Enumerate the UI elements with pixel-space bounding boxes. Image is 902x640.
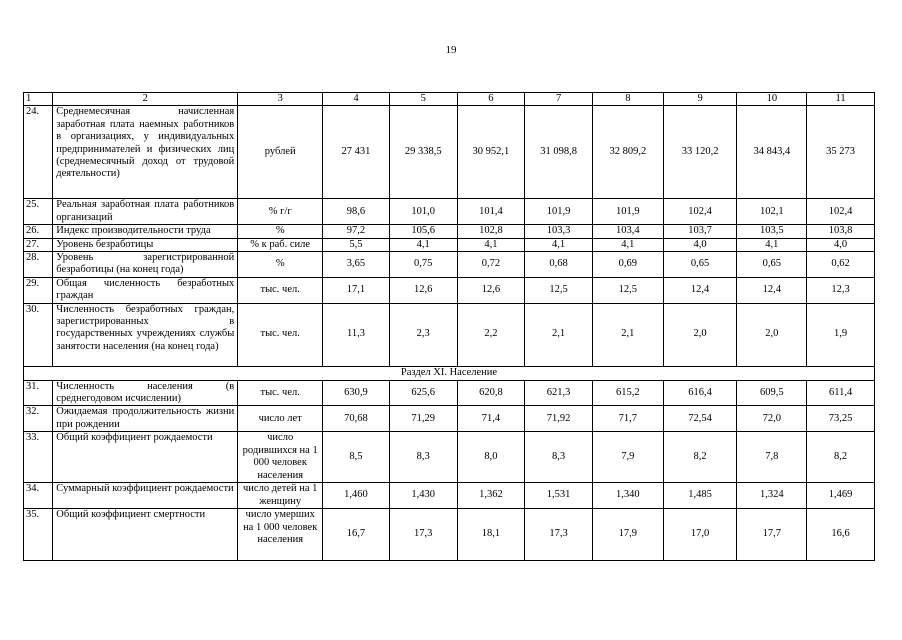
value-cell: 102,1 [737, 199, 807, 225]
value-cell: 27 431 [323, 106, 390, 199]
indicator-name: Среднемесячная начисленная заработная плата наемных работников в организациях, у индивидуальных предпринимателей и физических лиц (среднемесячный доход от трудовой деятельности) [53, 106, 238, 199]
table-row [24, 406, 875, 432]
value-cell: 16,7 [323, 509, 390, 561]
indicator-name: Реальная заработная плата работников организаций [53, 199, 238, 225]
indicator-name: Суммарный коэффициент рождаемости [53, 483, 238, 509]
row-number: 32. [24, 406, 53, 432]
value-cell: 12,4 [737, 277, 807, 303]
value-cell: 101,9 [592, 199, 663, 225]
header-row [24, 93, 875, 106]
value-cell: 1,531 [525, 483, 593, 509]
column-header: 2 [53, 93, 238, 106]
value-cell: 1,485 [663, 483, 737, 509]
value-cell: 73,25 [807, 406, 875, 432]
unit-cell: число родившихся на 1 000 человек населения [238, 432, 323, 483]
row-number: 24. [24, 106, 53, 199]
value-cell: 4,0 [807, 238, 875, 251]
value-cell: 1,324 [737, 483, 807, 509]
value-cell: 16,6 [807, 509, 875, 561]
value-cell: 101,0 [389, 199, 457, 225]
value-cell: 71,4 [457, 406, 525, 432]
page-number: 19 [445, 44, 457, 56]
unit-cell: % к раб. силе [238, 238, 323, 251]
value-cell: 105,6 [389, 225, 457, 238]
value-cell: 12,5 [525, 277, 593, 303]
table-body [24, 93, 875, 561]
indicator-name: Общий коэффициент рождаемости [53, 432, 238, 483]
value-cell: 17,1 [323, 277, 390, 303]
table-row [24, 277, 875, 303]
value-cell: 1,340 [592, 483, 663, 509]
row-number: 26. [24, 225, 53, 238]
unit-cell: число детей на 1 женщину [238, 483, 323, 509]
value-cell: 4,1 [592, 238, 663, 251]
value-cell: 35 273 [807, 106, 875, 199]
column-header: 5 [389, 93, 457, 106]
value-cell: 621,3 [525, 380, 593, 406]
value-cell: 8,2 [663, 432, 737, 483]
value-cell: 4,1 [525, 238, 593, 251]
value-cell: 1,469 [807, 483, 875, 509]
row-number: 30. [24, 303, 53, 366]
value-cell: 615,2 [592, 380, 663, 406]
table-row [24, 199, 875, 225]
unit-cell: число умерших на 1 000 человек населения [238, 509, 323, 561]
value-cell: 4,1 [737, 238, 807, 251]
row-number: 35. [24, 509, 53, 561]
row-number: 31. [24, 380, 53, 406]
unit-cell: тыс. чел. [238, 277, 323, 303]
value-cell: 630,9 [323, 380, 390, 406]
indicator-name: Уровень зарегистрированной безработицы (на конец года) [53, 252, 238, 278]
value-cell: 625,6 [389, 380, 457, 406]
value-cell: 7,8 [737, 432, 807, 483]
table-row [24, 106, 875, 199]
value-cell: 101,9 [525, 199, 593, 225]
value-cell: 103,3 [525, 225, 593, 238]
value-cell: 2,1 [525, 303, 593, 366]
value-cell: 0,69 [592, 252, 663, 278]
unit-cell: % [238, 252, 323, 278]
unit-cell: % [238, 225, 323, 238]
unit-cell: тыс. чел. [238, 380, 323, 406]
value-cell: 17,7 [737, 509, 807, 561]
value-cell: 0,62 [807, 252, 875, 278]
indicator-name: Индекс производительности труда [53, 225, 238, 238]
indicator-name: Уровень безработицы [53, 238, 238, 251]
value-cell: 17,3 [389, 509, 457, 561]
value-cell: 12,5 [592, 277, 663, 303]
value-cell: 616,4 [663, 380, 737, 406]
value-cell: 0,65 [737, 252, 807, 278]
value-cell: 8,3 [389, 432, 457, 483]
table-row [24, 225, 875, 238]
value-cell: 31 098,8 [525, 106, 593, 199]
column-header: 8 [592, 93, 663, 106]
table-row [24, 483, 875, 509]
value-cell: 102,8 [457, 225, 525, 238]
value-cell: 103,7 [663, 225, 737, 238]
value-cell: 1,362 [457, 483, 525, 509]
value-cell: 4,1 [457, 238, 525, 251]
value-cell: 2,0 [737, 303, 807, 366]
value-cell: 72,54 [663, 406, 737, 432]
indicator-name: Ожидаемая продолжительность жизни при рождении [53, 406, 238, 432]
value-cell: 0,68 [525, 252, 593, 278]
unit-cell: тыс. чел. [238, 303, 323, 366]
value-cell: 8,3 [525, 432, 593, 483]
table-row [24, 238, 875, 251]
column-header: 4 [323, 93, 390, 106]
value-cell: 17,0 [663, 509, 737, 561]
column-header: 11 [807, 93, 875, 106]
value-cell: 71,7 [592, 406, 663, 432]
value-cell: 0,65 [663, 252, 737, 278]
row-number: 34. [24, 483, 53, 509]
row-number: 25. [24, 199, 53, 225]
indicator-name: Общий коэффициент смертности [53, 509, 238, 561]
value-cell: 12,6 [389, 277, 457, 303]
value-cell: 102,4 [663, 199, 737, 225]
indicator-name: Численность населения (в среднегодовом исчислении) [53, 380, 238, 406]
value-cell: 2,0 [663, 303, 737, 366]
value-cell: 97,2 [323, 225, 390, 238]
row-number: 28. [24, 252, 53, 278]
value-cell: 1,460 [323, 483, 390, 509]
section-row [24, 366, 875, 380]
column-header: 6 [457, 93, 525, 106]
value-cell: 7,9 [592, 432, 663, 483]
unit-cell: % г/г [238, 199, 323, 225]
value-cell: 620,8 [457, 380, 525, 406]
value-cell: 103,5 [737, 225, 807, 238]
value-cell: 8,2 [807, 432, 875, 483]
row-number: 29. [24, 277, 53, 303]
table-row [24, 509, 875, 561]
section-title: Раздел XI. Население [24, 366, 875, 380]
value-cell: 30 952,1 [457, 106, 525, 199]
value-cell: 71,29 [389, 406, 457, 432]
table-row [24, 380, 875, 406]
value-cell: 1,9 [807, 303, 875, 366]
unit-cell: рублей [238, 106, 323, 199]
value-cell: 101,4 [457, 199, 525, 225]
value-cell: 2,2 [457, 303, 525, 366]
value-cell: 609,5 [737, 380, 807, 406]
value-cell: 72,0 [737, 406, 807, 432]
column-header: 10 [737, 93, 807, 106]
value-cell: 2,1 [592, 303, 663, 366]
value-cell: 611,4 [807, 380, 875, 406]
value-cell: 12,4 [663, 277, 737, 303]
value-cell: 1,430 [389, 483, 457, 509]
value-cell: 3,65 [323, 252, 390, 278]
table-row [24, 432, 875, 483]
unit-cell: число лет [238, 406, 323, 432]
value-cell: 98,6 [323, 199, 390, 225]
value-cell: 4,0 [663, 238, 737, 251]
value-cell: 17,9 [592, 509, 663, 561]
value-cell: 11,3 [323, 303, 390, 366]
value-cell: 102,4 [807, 199, 875, 225]
row-number: 27. [24, 238, 53, 251]
value-cell: 0,75 [389, 252, 457, 278]
value-cell: 17,3 [525, 509, 593, 561]
value-cell: 8,0 [457, 432, 525, 483]
table-row [24, 252, 875, 278]
value-cell: 32 809,2 [592, 106, 663, 199]
value-cell: 71,92 [525, 406, 593, 432]
value-cell: 0,72 [457, 252, 525, 278]
value-cell: 8,5 [323, 432, 390, 483]
indicator-name: Общая численность безработных граждан [53, 277, 238, 303]
value-cell: 12,3 [807, 277, 875, 303]
value-cell: 34 843,4 [737, 106, 807, 199]
value-cell: 70,68 [323, 406, 390, 432]
column-header: 1 [24, 93, 53, 106]
value-cell: 33 120,2 [663, 106, 737, 199]
column-header: 9 [663, 93, 737, 106]
indicator-name: Численность безработных граждан, зарегистрированных в государственных учреждениях службы занятости населения (на конец года) [53, 303, 238, 366]
value-cell: 5,5 [323, 238, 390, 251]
column-header: 7 [525, 93, 593, 106]
row-number: 33. [24, 432, 53, 483]
value-cell: 2,3 [389, 303, 457, 366]
value-cell: 29 338,5 [389, 106, 457, 199]
indicators-table [23, 92, 875, 561]
value-cell: 103,8 [807, 225, 875, 238]
table-row [24, 303, 875, 366]
column-header: 3 [238, 93, 323, 106]
value-cell: 4,1 [389, 238, 457, 251]
value-cell: 12,6 [457, 277, 525, 303]
value-cell: 18,1 [457, 509, 525, 561]
value-cell: 103,4 [592, 225, 663, 238]
